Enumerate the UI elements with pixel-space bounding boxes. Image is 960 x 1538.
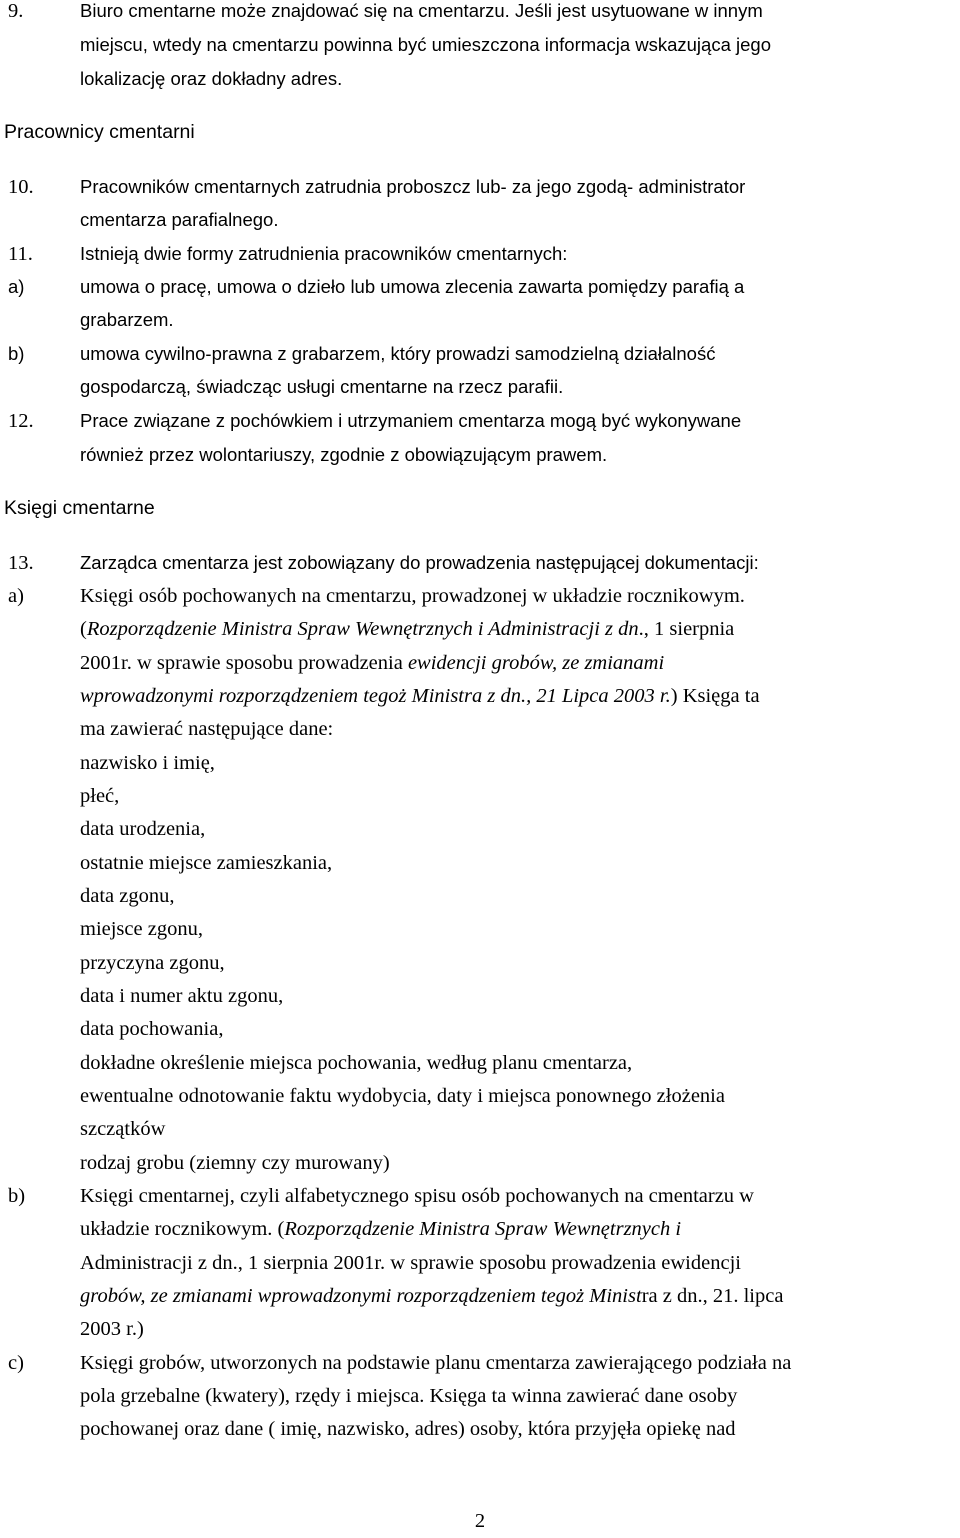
field-list-item: ostatnie miejsce zamieszkania, [80, 852, 333, 874]
field-list-item: ewentualne odnotowanie faktu wydobycia, daty i miejsca ponownego złożenia [80, 1085, 725, 1107]
item-13-a-line-3 [80, 646, 664, 680]
b-amendment-date: ra z dn., 21. lipca [641, 1285, 784, 1307]
page-number: 2 [474, 1510, 486, 1532]
item-11-line: Istnieją dwie formy zatrudnienia pracowników cmentarnych: [80, 243, 568, 264]
item-13-a-label: a) [8, 585, 24, 607]
item-12-number: 12. [8, 410, 34, 432]
item-10-line-2: cmentarza parafialnego. [80, 209, 279, 230]
field-list-item: szczątków [80, 1118, 166, 1140]
item-13-a-line-5: ma zawierać następujące dane: [80, 718, 334, 740]
item-13-b-line-2 [80, 1212, 681, 1246]
item-13-c-line-3: pochowanej oraz dane ( imię, nazwisko, adres) osoby, która przyjęła opiekę nad [80, 1418, 736, 1440]
item-10-number: 10. [8, 176, 34, 198]
item-13-b-line-3: Administracji z dn., 1 sierpnia 2001r. w sprawie sposobu prowadzenia ewidencji [80, 1252, 741, 1274]
item-9-line-1-text: Biuro cmentarne może znajdować się na cmentarzu. Jeśli jest usytuowane w innym [80, 0, 763, 21]
item-13-c-label: c) [8, 1352, 24, 1374]
item-11-b-label: b) [8, 343, 25, 364]
item-13-line: Zarządca cmentarza jest zobowiązany do prowadzenia następującej dokumentacji: [80, 552, 759, 573]
item-9-line-2: miejscu, wtedy na cmentarzu powinna być umieszczona informacja wskazująca jego [80, 34, 771, 55]
book-intro: ) Księga ta [670, 685, 760, 707]
regulation-title-italic: ewidencji grobów, ze zmianami [407, 652, 665, 674]
field-list-item: przyczyna zgonu, [80, 952, 225, 974]
regulation-title: 2001r. w sprawie sposobu prowadzenia [80, 652, 403, 674]
item-9-line-1 [80, 0, 956, 28]
section-heading-books: Księgi cmentarne [4, 497, 155, 519]
item-12-line-2: również przez wolontariuszy, zgodnie z obowiązującym prawem. [80, 444, 608, 465]
item-13-a-line-4 [80, 679, 760, 713]
field-list-item: rodzaj grobu (ziemny czy murowany) [80, 1152, 390, 1174]
section-heading-workers: Pracownicy cmentarni [4, 121, 195, 143]
item-11-a-line-2: grabarzem. [80, 309, 174, 330]
item-13-b-line-1: Księgi cmentarnej, czyli alfabetycznego spisu osób pochowanych na cmentarzu w [80, 1185, 754, 1207]
item-13-c-line-1: Księgi grobów, utworzonych na podstawie planu cmentarza zawierającego podziała na [80, 1352, 792, 1374]
item-13-a-line-1: Księgi osób pochowanych na cmentarzu, prowadzonej w układzie rocznikowym. [80, 585, 745, 607]
item-13-number: 13. [8, 552, 34, 574]
field-list-item: data i numer aktu zgonu, [80, 985, 284, 1007]
item-9-line-3: lokalizację oraz dokładny adres. [80, 68, 343, 89]
field-list-item: data zgonu, [80, 885, 175, 907]
item-12-line-1: Prace związane z pochówkiem i utrzymaniem cmentarza mogą być wykonywane [80, 410, 742, 431]
item-13-b-label: b) [8, 1185, 26, 1207]
b-amendment-citation: grobów, ze zmianami wprowadzonymi rozporządzeniem tegoż Minist [80, 1285, 642, 1307]
paren-open: ( [80, 618, 87, 640]
item-11-a-line-1: umowa o pracę, umowa o dzieło lub umowa zlecenia zawarta pomiędzy parafią a [80, 276, 745, 297]
citation-date: ., 1 sierpnia [638, 618, 735, 640]
item-13-c-line-2: pola grzebalne (kwatery), rzędy i miejsca. Księga ta winna zawierać dane osoby [80, 1385, 738, 1407]
item-13-b-line-5: 2003 r.) [80, 1318, 144, 1340]
item-11-number: 11. [8, 243, 33, 265]
field-list-item: miejsce zgonu, [80, 918, 203, 940]
field-list-item: data pochowania, [80, 1018, 224, 1040]
item-13-a-line-2 [80, 612, 734, 646]
item-13-b-line-4 [80, 1279, 783, 1313]
field-list-item: data urodzenia, [80, 818, 206, 840]
item-10-line-1: Pracowników cmentarnych zatrudnia proboszcz lub- za jego zgodą- administrator [80, 176, 746, 197]
regulation-citation: Rozporządzenie Ministra Spraw Wewnętrznych i Administracji z dn [86, 618, 639, 640]
b-line-2-plain: układzie rocznikowym. ( [80, 1218, 285, 1240]
item-11-b-line-1: umowa cywilno-prawna z grabarzem, który prowadzi samodzielną działalność [80, 343, 716, 364]
item-11-b-line-2: gospodarczą, świadcząc usługi cmentarne na rzecz parafii. [80, 376, 564, 397]
field-list-item: płeć, [80, 785, 120, 807]
field-list-item: nazwisko i imię, [80, 752, 215, 774]
b-regulation-citation: Rozporządzenie Ministra Spraw Wewnętrznych i [284, 1218, 682, 1240]
field-list-item: dokładne określenie miejsca pochowania, według planu cmentarza, [80, 1052, 633, 1074]
amendment-citation: wprowadzonymi rozporządzeniem tegoż Ministra z dn., 21 Lipca 2003 r. [80, 685, 671, 707]
item-11-a-label: a) [8, 276, 25, 297]
item-9-number: 9. [8, 0, 24, 22]
